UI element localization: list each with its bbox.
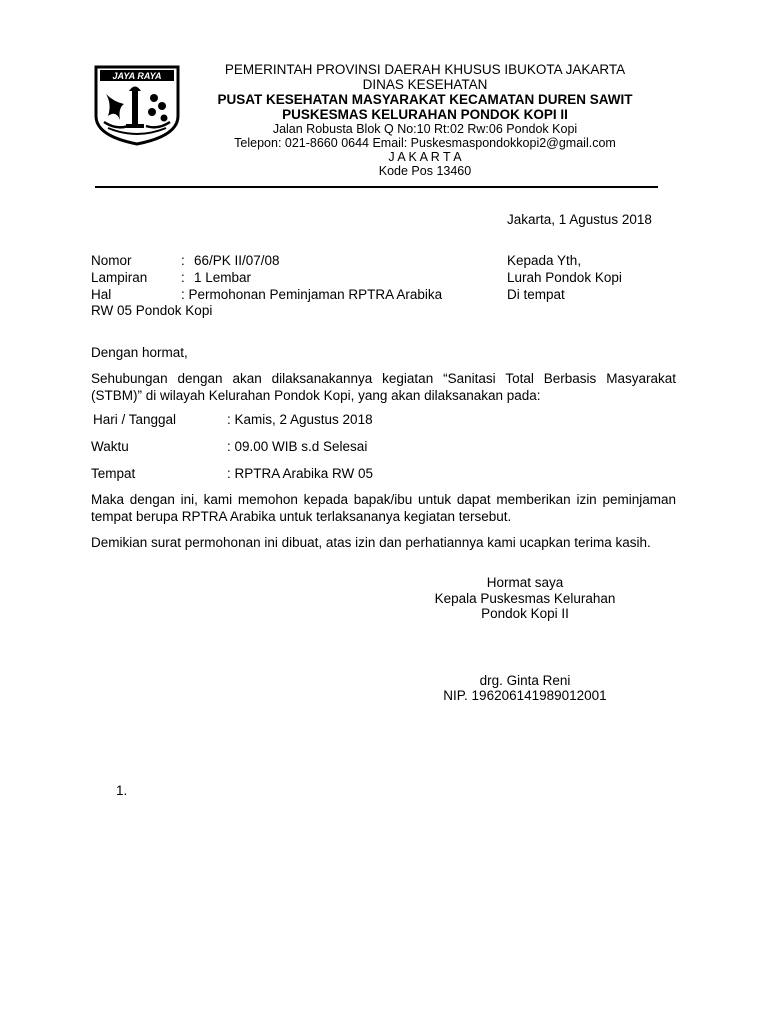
header-department: DINAS KESEHATAN [362,77,488,92]
signature-position-2: Pondok Kopi II [481,606,569,621]
detail-value-date: : Kamis, 2 Agustus 2018 [227,412,373,427]
hal-label: Hal [91,287,112,302]
list-item-marker: 1. [116,783,128,798]
recipient-salutation: Kepada Yth, [507,253,582,268]
letter-date: Jakarta, 1 Agustus 2018 [507,212,652,227]
signatory-nip: NIP. 196206141989012001 [443,688,607,703]
hal-value: : Permohonan Peminjaman RPTRA Arabika [181,287,443,302]
header-government: PEMERINTAH PROVINSI DAERAH KHUSUS IBUKOTA JAKARTA [224,62,626,77]
signature-position-1: Kepala Puskesmas Kelurahan [434,591,616,606]
detail-label-place: Tempat [91,466,136,481]
jaya-raya-emblem-icon [92,64,182,146]
signature-closing: Hormat saya [486,575,564,590]
closing-paragraph: Demikian surat permohonan ini dibuat, atas izin dan perhatiannya kami ucapkan terima kasih. [91,535,651,550]
header-address: Jalan Robusta Blok Q No:10 Rt:02 Rw:06 Pondok Kopi [272,122,578,136]
lampiran-label: Lampiran [91,270,148,285]
lampiran-value: 1 Lembar [194,270,252,285]
header-contact: Telepon: 021-8660 0644 Email: Puskesmaspondokkopi2@gmail.com [234,136,616,150]
greeting: Dengan hormat, [91,345,188,360]
nomor-separator: : [181,253,185,268]
header-city: J A K A R T A [388,150,462,164]
detail-value-time: : 09.00 WIB s.d Selesai [227,439,368,454]
lampiran-separator: : [181,270,185,285]
recipient-place: Di tempat [507,287,565,302]
logo-text: JAYA RAYA [112,71,162,81]
hal-continuation: RW 05 Pondok Kopi [91,303,213,318]
request-paragraph: Maka dengan ini, kami memohon kepada bapak/ibu untuk dapat memberikan izin peminjaman tempat berupa RPTRA Arabika untuk terlaksananya kegiatan tersebut. [91,492,676,524]
nomor-label: Nomor [91,253,132,268]
nomor-value: 66/PK II/07/08 [194,253,280,268]
detail-value-place: : RPTRA Arabika RW 05 [227,466,374,481]
recipient-name: Lurah Pondok Kopi [507,270,622,285]
header-divider [95,186,658,188]
detail-label-time: Waktu [91,439,129,454]
signatory-name: drg. Ginta Reni [479,673,571,688]
header-postcode: Kode Pos 13460 [378,164,472,178]
header-puskesmas: PUSKESMAS KELURAHAN PONDOK KOPI II [282,107,568,122]
header-institution: PUSAT KESEHATAN MASYARAKAT KECAMATAN DUREN SAWIT [217,92,633,107]
intro-paragraph: Sehubungan dengan akan dilaksanakannya kegiatan “Sanitasi Total Berbasis Masyarakat (STBM)” di wilayah Kelurahan Pondok Kopi, yang akan dilaksanakan pada: [91,371,676,403]
detail-label-date: Hari / Tanggal [93,412,177,427]
